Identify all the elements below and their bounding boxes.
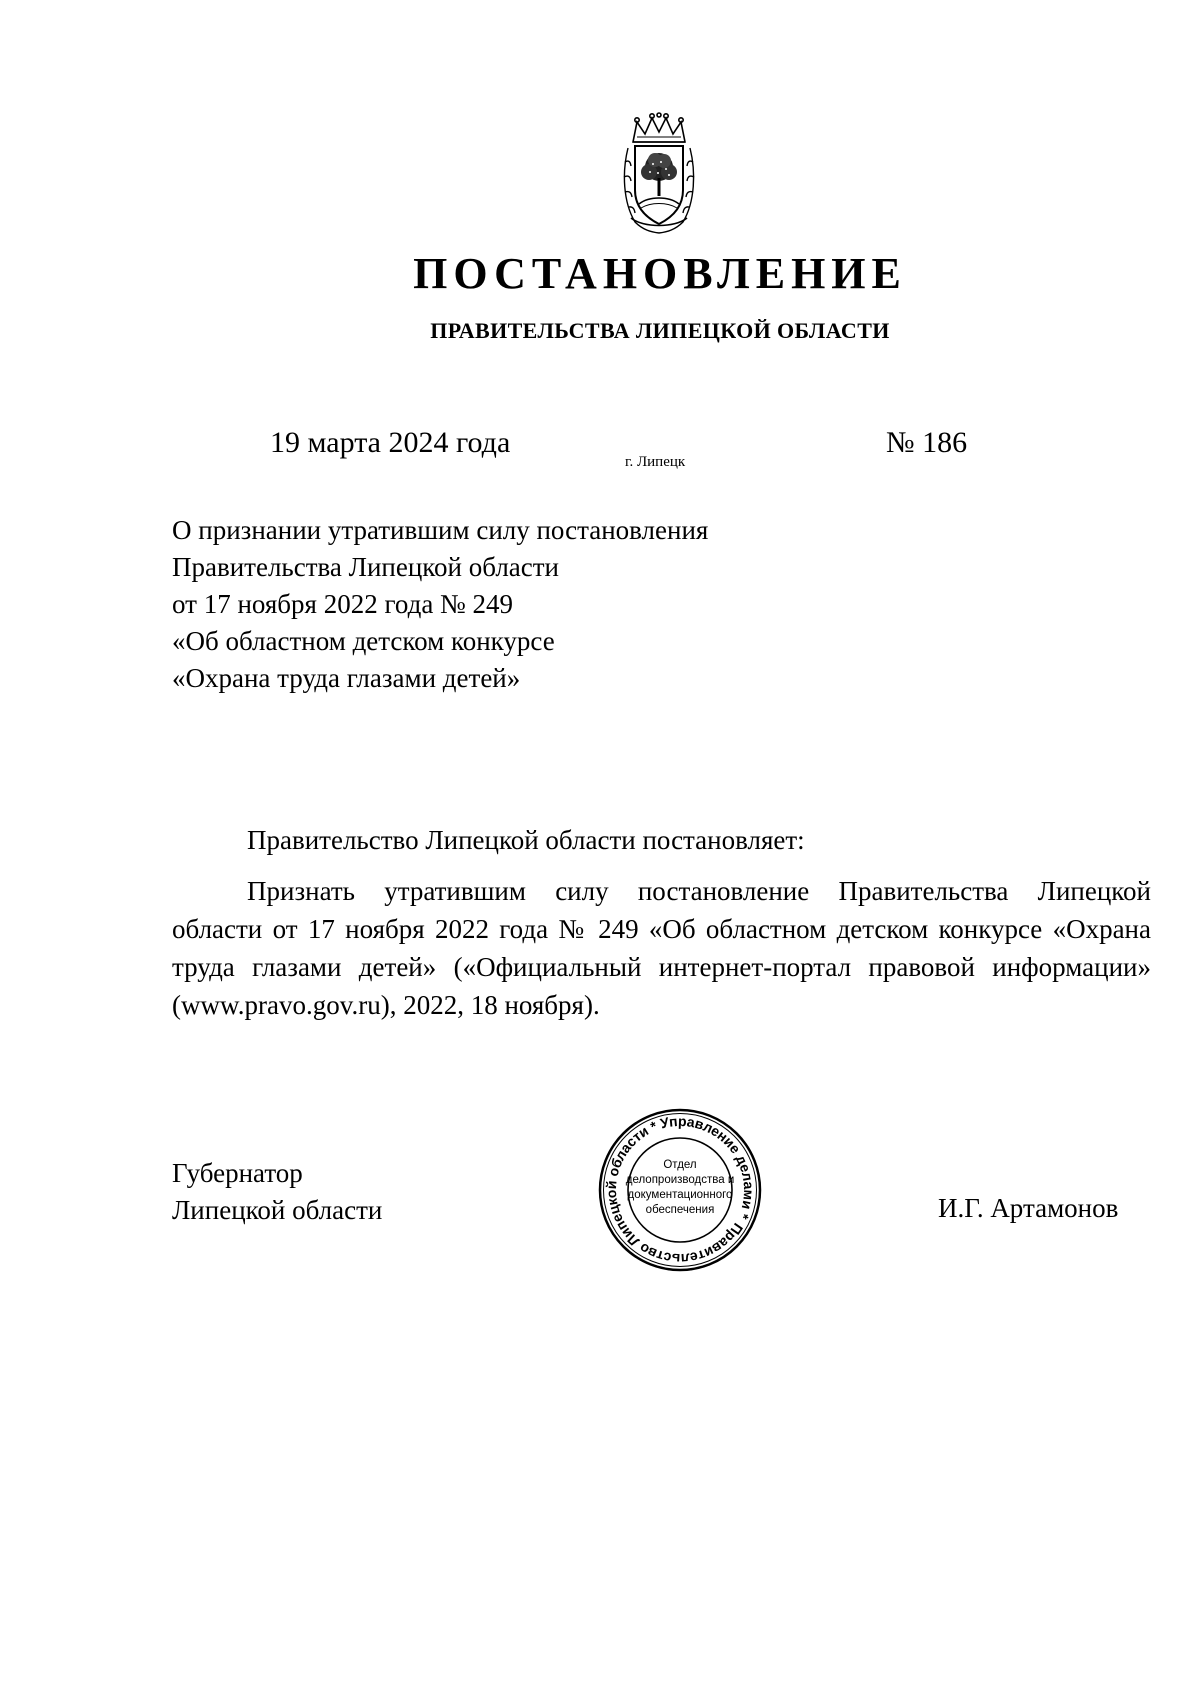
stamp-center-line: делопроизводства и	[625, 1174, 735, 1186]
stamp-ring-text: Правительство Липецкой области * Управление делами *	[602, 1112, 758, 1268]
body-line: (www.pravo.gov.ru), 2022, 18 ноября).	[172, 990, 600, 1020]
preamble-text: Правительство Липецкой области постановляет:	[247, 825, 805, 855]
signatory-position	[172, 1155, 382, 1229]
heading-line: Правительства Липецкой области	[172, 552, 560, 582]
heading-line: «Охрана труда глазами детей»	[172, 663, 521, 693]
document-title: ПОСТАНОВЛЕНИЕ	[413, 249, 907, 298]
document-subtitle: ПРАВИТЕЛЬСТВА ЛИПЕЦКОЙ ОБЛАСТИ	[430, 318, 890, 343]
heading-line: О признании утратившим силу постановления	[172, 515, 709, 545]
signatory-position-line: Губернатор	[172, 1158, 303, 1188]
signatory-position-line: Липецкой области	[172, 1195, 383, 1225]
document-date: 19 марта 2024 года	[270, 426, 511, 459]
heading-line: от 17 ноября 2022 года № 249	[172, 589, 514, 619]
coat-of-arms-icon	[619, 112, 699, 236]
document-city: г. Липецк	[625, 454, 686, 470]
official-stamp	[596, 1106, 764, 1274]
body-line: Признать утратившим силу постановление Правительства Липецкой	[247, 876, 1151, 906]
body-paragraph	[172, 872, 1151, 1024]
stamp-center-line: документационного	[627, 1189, 733, 1201]
body-line: труда глазами детей» («Официальный интернет-портал правовой информации»	[172, 952, 1151, 982]
document-heading	[172, 512, 812, 697]
document-number: № 186	[886, 426, 968, 459]
body-line: области от 17 ноября 2022 года № 249 «Об областном детском конкурсе «Охрана	[172, 914, 1151, 944]
signatory-name: И.Г. Артамонов	[938, 1193, 1119, 1223]
stamp-center-line: Отдел	[663, 1159, 697, 1171]
heading-line: «Об областном детском конкурсе	[172, 626, 555, 656]
stamp-center-line: обеспечения	[645, 1204, 715, 1216]
